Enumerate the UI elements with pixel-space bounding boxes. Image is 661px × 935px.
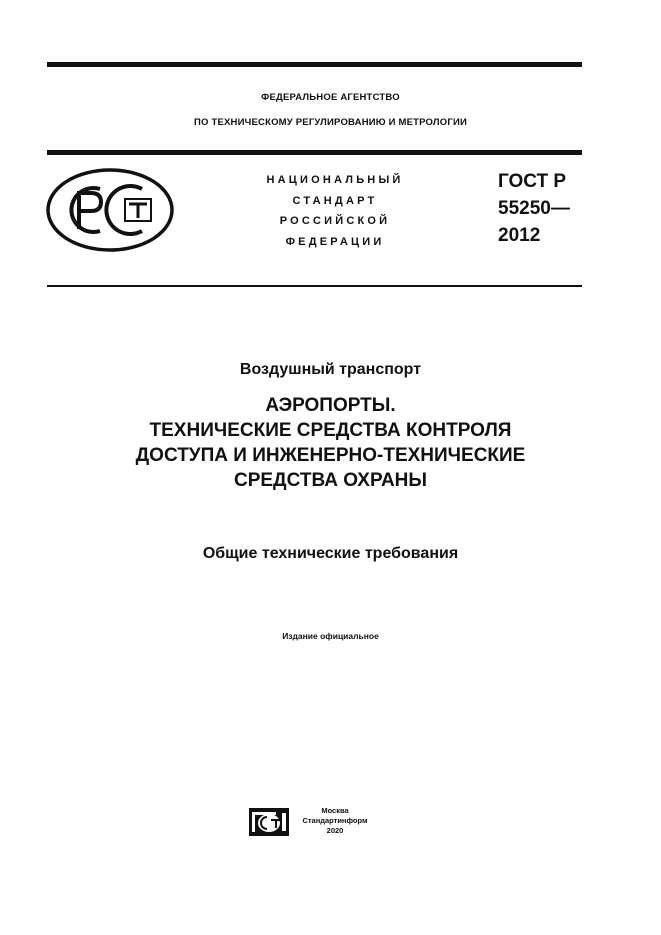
designation-line-1: ГОСТ Р (498, 171, 567, 192)
document-title (0, 393, 661, 493)
title-line-3: ДОСТУПА И ИНЖЕНЕРНО-ТЕХНИЧЕСКИЕ (135, 445, 526, 466)
standard-type (240, 170, 430, 252)
publisher-name: Стандартинформ (302, 816, 368, 825)
standartinform-logo-icon (249, 808, 289, 836)
top-rule (47, 62, 582, 67)
title-line-4: СРЕДСТВА ОХРАНЫ (233, 470, 427, 491)
title-line-1: АЭРОПОРТЫ. (265, 395, 396, 416)
designation-line-3: 2012 (498, 225, 541, 246)
upper-rule (47, 150, 582, 155)
publisher-year: 2020 (326, 826, 344, 835)
publisher-city: Москва (321, 806, 349, 815)
title-line-2: ТЕХНИЧЕСКИЕ СРЕДСТВА КОНТРОЛЯ (149, 420, 512, 441)
document-subtitle: Общие технические требования (202, 545, 459, 562)
designation-line-2: 55250— (498, 198, 570, 219)
agency-line-1: ФЕДЕРАЛЬНОЕ АГЕНТСТВО (261, 92, 400, 103)
document-subject: Воздушный транспорт (239, 361, 422, 378)
rst-gost-logo-icon (45, 167, 175, 253)
publisher (300, 806, 370, 836)
standard-designation (498, 168, 570, 249)
standard-type-line-4: ФЕДЕРАЦИИ (285, 235, 385, 248)
agency-line-2: ПО ТЕХНИЧЕСКОМУ РЕГУЛИРОВАНИЮ И МЕТРОЛОГИИ (194, 117, 467, 128)
standard-type-line-1: НАЦИОНАЛЬНЫЙ (266, 174, 404, 186)
lower-rule (47, 285, 582, 287)
standard-type-line-2: СТАНДАРТ (292, 194, 378, 207)
standard-type-line-3: РОССИЙСКОЙ (279, 215, 391, 227)
edition-note: Издание официальное (282, 631, 379, 641)
